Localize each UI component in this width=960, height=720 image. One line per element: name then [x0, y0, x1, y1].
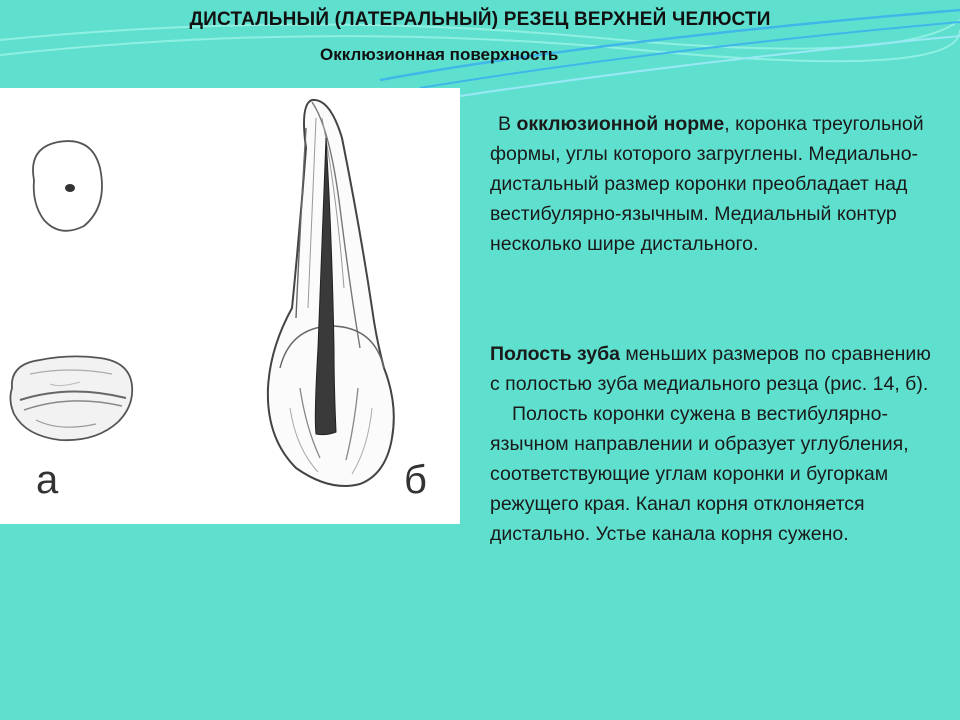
canal-dot [65, 184, 75, 192]
tooth-figure [0, 88, 460, 524]
paragraph1-text: , коронка треугольной формы, углы которого загруглены. Медиально-дистальный размер коронки преобладает над вестибулярно-язычным. Медиальный контур несколько шире дистального. [490, 113, 924, 255]
paragraph1-bold: окклюзионной норме [516, 113, 725, 135]
paragraph1-prefix: В [498, 113, 517, 135]
paragraph2-bold: Полость зуба [490, 343, 620, 365]
paragraph-occlusion [490, 109, 940, 259]
page-subtitle: Окклюзионная поверхность [320, 45, 559, 64]
paragraph2-text: меньших размеров по сравнению с полостью зуба медиального резца (рис. 14, б). [490, 343, 931, 395]
paragraph2-second: Полость коронки сужена в вестибулярно-язычном направлении и образует углубления, соответствующие углам коронки и бугоркам режущего края. Канал корня отклоняется дистально. Устье канала корня сужено. [490, 403, 909, 545]
page-title: ДИСТАЛЬНЫЙ (ЛАТЕРАЛЬНЫЙ) РЕЗЕЦ ВЕРХНЕЙ ЧЕЛЮСТИ [189, 9, 771, 30]
tooth-illustration [0, 88, 460, 524]
paragraph-pulp-cavity [490, 339, 940, 549]
figure-label-a: а [36, 458, 59, 502]
figure-label-b: б [404, 458, 427, 502]
